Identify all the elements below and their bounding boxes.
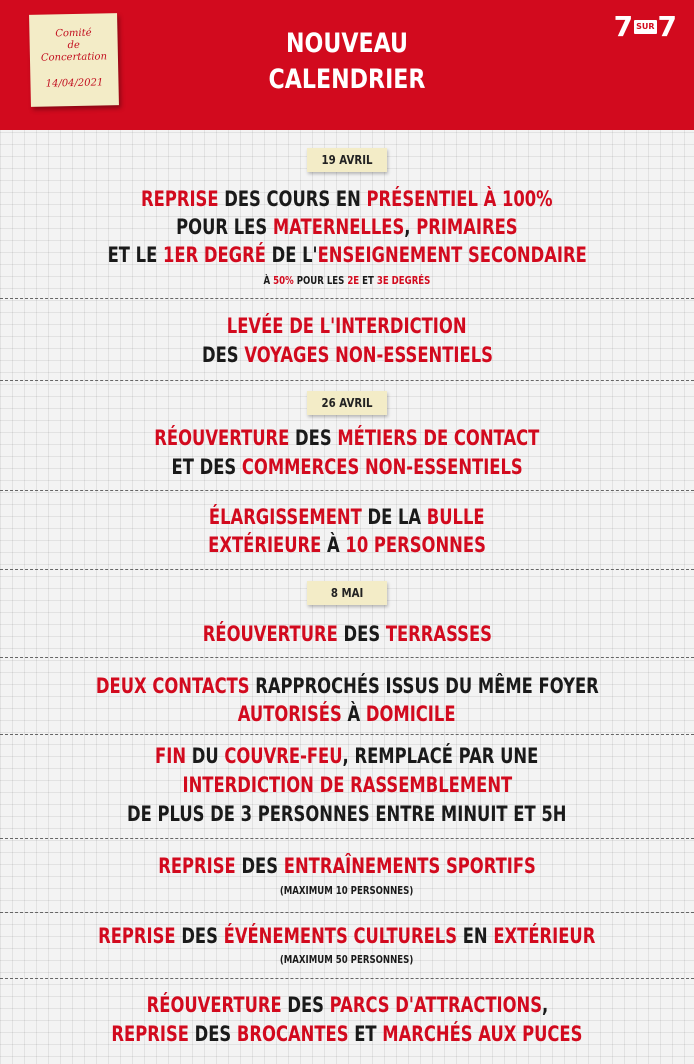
- item-reprise-cours-line-2: POUR LES MATERNELLES, PRIMAIRES: [176, 215, 518, 239]
- separator: [0, 298, 694, 299]
- date-tag-19-avril: 19 AVRIL: [307, 148, 387, 172]
- item-metiers-contact-line-2: ET DES COMMERCES NON-ESSENTIELS: [171, 455, 523, 479]
- item-couvre-feu-line-1: FIN DU COUVRE-FEU, REMPLACÉ PAR UNE: [155, 744, 539, 768]
- item-reprise-cours-line-3: ET LE 1ER DEGRÉ DE L'ENSEIGNEMENT SECONDAIRE: [107, 243, 587, 267]
- item-evenements-note: (MAXIMUM 50 PERSONNES): [280, 953, 414, 966]
- page-title: [62, 26, 631, 98]
- item-bulle-line-1: ÉLARGISSEMENT DE LA BULLE: [209, 505, 485, 529]
- note-line-3: Concertation: [40, 51, 108, 64]
- title-line-1: NOUVEAU: [285, 28, 409, 59]
- item-evenements-line-1: REPRISE DES ÉVÉNEMENTS CULTURELS EN EXTÉRIEUR: [98, 924, 596, 948]
- item-entrainements-note: (MAXIMUM 10 PERSONNES): [280, 884, 414, 897]
- item-reprise-cours-line-1: REPRISE DES COURS EN PRÉSENTIEL À 100%: [141, 187, 553, 211]
- item-contacts-line-2: AUTORISÉS À DOMICILE: [238, 702, 456, 726]
- separator: [0, 912, 694, 913]
- title-line-2: CALENDRIER: [268, 64, 426, 95]
- item-parcs-line-2: REPRISE DES BROCANTES ET MARCHÉS AUX PUCES: [111, 1022, 583, 1046]
- separator: [0, 734, 694, 735]
- logo-right: 7: [657, 10, 677, 43]
- item-reprise-cours-note: À 50% POUR LES 2E ET 3E DEGRÉS: [263, 274, 431, 287]
- note-date: 14/04/2021: [45, 77, 104, 90]
- header-banner: [0, 0, 694, 130]
- separator: [0, 569, 694, 570]
- item-entrainements-line-1: REPRISE DES ENTRAÎNEMENTS SPORTIFS: [158, 854, 536, 878]
- item-couvre-feu-line-3: DE PLUS DE 3 PERSONNES ENTRE MINUIT ET 5H: [127, 802, 567, 826]
- separator: [0, 490, 694, 491]
- note-line-2: de: [67, 39, 80, 52]
- item-bulle-line-2: EXTÉRIEURE À 10 PERSONNES: [208, 533, 486, 557]
- separator: [0, 657, 694, 658]
- date-tag-26-avril: 26 AVRIL: [307, 391, 387, 415]
- item-parcs-line-1: RÉOUVERTURE DES PARCS D'ATTRACTIONS,: [146, 993, 548, 1017]
- logo-sur: SUR: [634, 20, 656, 34]
- item-voyages-line-1: LEVÉE DE L'INTERDICTION: [227, 314, 467, 338]
- logo-left: 7: [613, 10, 634, 43]
- item-terrasses: RÉOUVERTURE DES TERRASSES: [202, 622, 492, 646]
- item-voyages-line-2: DES VOYAGES NON-ESSENTIELS: [201, 343, 493, 367]
- item-couvre-feu-line-2: INTERDICTION DE RASSEMBLEMENT: [182, 773, 512, 797]
- item-metiers-contact-line-1: RÉOUVERTURE DES MÉTIERS DE CONTACT: [154, 426, 540, 450]
- separator: [0, 380, 694, 381]
- 7sur7-logo[interactable]: [614, 12, 677, 42]
- date-tag-8-mai: 8 MAI: [307, 581, 387, 605]
- note-line-1: Comité: [55, 27, 92, 40]
- separator: [0, 838, 694, 839]
- separator: [0, 978, 694, 979]
- item-contacts-line-1: DEUX CONTACTS RAPPROCHÉS ISSUS DU MÊME FOYER: [95, 674, 599, 698]
